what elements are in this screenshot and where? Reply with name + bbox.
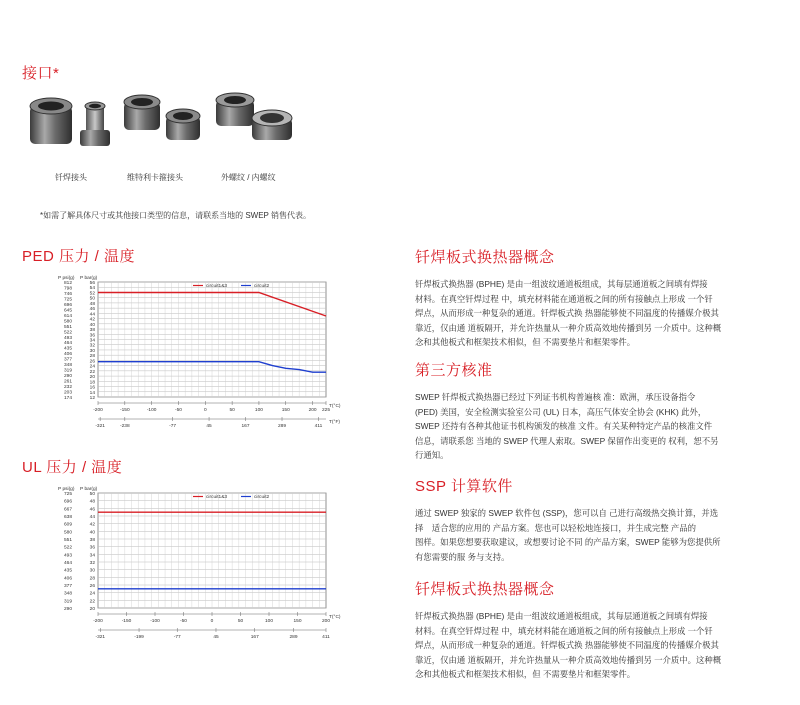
y-tick-psi: 493 <box>63 335 72 341</box>
y-tick-bar: 20 <box>89 607 95 612</box>
y-tick-psi: 725 <box>63 492 72 497</box>
x-tick-f: -321 <box>95 424 105 429</box>
x-tick-c: -50 <box>180 619 187 624</box>
y-tick-bar: 38 <box>89 328 95 334</box>
y-tick-psi: 435 <box>63 568 72 574</box>
x-label-f: T(°F) <box>329 420 340 425</box>
legend-label: circuit2 <box>254 284 270 289</box>
y-tick-psi: 377 <box>63 357 72 363</box>
x-tick-c: -150 <box>120 408 130 413</box>
text-line: 材料。在真空钎焊过程 中，填充材料能在通道板之间的所有接触点上形成 一个钎 <box>415 293 713 304</box>
y-tick-psi: 290 <box>63 374 72 380</box>
x-tick-c: 100 <box>264 619 274 624</box>
y-label-bar: P bar(g) <box>80 276 98 281</box>
legend-label: circuit2 <box>254 495 270 500</box>
x-tick-f: 45 <box>206 424 212 429</box>
x-tick-f: 45 <box>213 635 219 640</box>
text-line: 材料。在真空钎焊过程 中，填充材料能在通道板之间的所有接触点上形成 一个钎 <box>415 625 713 636</box>
section-ssp-software <box>415 475 790 564</box>
threaded-fitting-1 <box>216 93 254 126</box>
y-tick-psi: 464 <box>63 561 72 566</box>
caption-brazed: 钎焊接头 <box>55 173 87 182</box>
x-tick-f: -238 <box>120 424 130 429</box>
y-tick-bar: 24 <box>89 364 95 370</box>
y-tick-bar: 36 <box>89 333 95 339</box>
x-tick-f: -77 <box>169 424 177 429</box>
connection-fittings-illustration <box>20 92 320 162</box>
y-tick-bar: 48 <box>89 301 95 307</box>
y-tick-bar: 54 <box>89 286 95 292</box>
y-tick-psi: 377 <box>63 584 72 589</box>
text-line: SWEP 钎焊板式换热器已经过下列证书机构普遍核 准：欧洲，承压设备指令 <box>415 392 696 402</box>
text-line: 靠近，仅由通 道板隔开，并允许热量从一种介质高效地传播到另 一介质中。这种概 <box>415 322 722 333</box>
y-tick-bar: 44 <box>89 312 95 318</box>
y-label-psi: P psi(g) <box>58 276 75 281</box>
y-tick-bar: 32 <box>89 561 95 566</box>
y-tick-bar: 50 <box>89 492 95 497</box>
y-tick-psi: 645 <box>63 308 72 314</box>
y-tick-psi: 609 <box>63 522 72 528</box>
y-tick-psi: 348 <box>63 363 72 369</box>
y-tick-bar: 28 <box>89 354 95 360</box>
section-body <box>415 277 790 350</box>
connections-title: 接口* <box>22 65 60 82</box>
victaulic-fitting-1 <box>124 95 160 130</box>
victaulic-fitting-2 <box>166 109 200 140</box>
y-tick-bar: 42 <box>89 317 95 323</box>
y-tick-bar: 16 <box>89 385 95 391</box>
y-tick-bar: 42 <box>89 522 95 528</box>
section-body <box>415 390 790 463</box>
text-line: 通过 SWEP 独家的 SWEP 软件包 (SSP)，您可以自 己进行高级热交换计算，并选 <box>415 508 719 518</box>
section-body <box>415 609 790 682</box>
y-tick-bar: 34 <box>89 338 95 344</box>
text-line: SWEP 还持有各种其他证书机构颁发的核准 文件。有关某种特定产品的核准文件 <box>415 421 713 431</box>
x-tick-c: 200 <box>308 408 317 413</box>
text-line: 焊点，从而形成一种复杂的通道。钎焊板式换 热器能够使不同温度的传播媒介极其 <box>415 640 719 650</box>
y-tick-psi: 798 <box>63 286 72 292</box>
caption-victaulic: 维特利卡箍接头 <box>127 173 183 182</box>
y-tick-psi: 406 <box>63 576 72 582</box>
y-tick-psi: 580 <box>63 319 72 325</box>
section-title: 第三方核准 <box>415 362 493 379</box>
y-tick-psi: 464 <box>63 341 72 347</box>
x-tick-c: -50 <box>175 408 182 413</box>
section-third-party-approval <box>415 359 790 463</box>
section-title: SSP 计算软件 <box>415 478 513 495</box>
x-tick-c: 100 <box>254 408 263 413</box>
x-label-c: T(°C) <box>329 615 341 620</box>
y-tick-psi: 174 <box>63 396 72 401</box>
y-tick-psi: 435 <box>63 346 72 352</box>
x-tick-f: -77 <box>173 635 181 640</box>
y-tick-psi: 319 <box>63 368 72 374</box>
y-tick-bar: 32 <box>89 343 95 349</box>
y-tick-psi: 614 <box>63 313 72 319</box>
x-tick-f: 411 <box>322 635 330 640</box>
text-line: 钎焊板式换热器 (BPHE) 是由一组波纹通道板组成，其每层通道板之间填有焊接 <box>415 279 708 289</box>
x-tick-f: 167 <box>241 424 250 429</box>
ul-chart <box>40 483 350 643</box>
x-tick-c: 150 <box>281 408 290 413</box>
y-tick-psi: 638 <box>63 515 72 520</box>
x-tick-f: -321 <box>95 635 106 640</box>
y-label-psi: P psi(g) <box>58 487 75 492</box>
y-tick-bar: 48 <box>89 499 95 505</box>
y-tick-bar: 18 <box>89 380 95 386</box>
y-tick-psi: 667 <box>63 507 72 513</box>
y-tick-bar: 22 <box>89 369 95 375</box>
y-tick-psi: 522 <box>63 330 72 336</box>
text-line: 焊点，从而形成一种复杂的通道。钎焊板式换 热器能够使不同温度的传播媒介极其 <box>415 308 719 318</box>
text-line: (PED) 美国，安全检测实验室公司 (UL) 日本，高压气体安全协会 (KHK) 此外， <box>415 406 707 417</box>
y-tick-psi: 522 <box>63 545 72 551</box>
x-tick-c: -200 <box>93 619 103 624</box>
section-title: 钎焊板式换热器概念 <box>415 581 555 598</box>
y-tick-psi: 580 <box>63 530 72 536</box>
text-line: 钎焊板式换热器 (BPHE) 是由一组波纹通道板组成，其每层通道板之间填有焊接 <box>415 611 708 621</box>
y-tick-psi: 551 <box>63 324 72 330</box>
y-tick-psi: 812 <box>63 281 72 286</box>
y-tick-bar: 34 <box>89 553 95 559</box>
section-title: 钎焊板式换热器概念 <box>415 249 555 266</box>
brazed-fitting-small <box>80 102 110 146</box>
threaded-fitting-2 <box>252 110 292 140</box>
y-tick-bar: 40 <box>89 322 95 328</box>
section-bphe-concept-1 <box>415 246 790 350</box>
y-tick-bar: 56 <box>89 281 95 286</box>
text-line: 念和其他板式和框架技术相似，但 不需要垫片和框架零件。 <box>415 337 636 347</box>
legend-label: circuit1&3 <box>206 495 228 500</box>
x-tick-c: -100 <box>146 408 157 413</box>
text-line: 行通知。 <box>415 450 449 460</box>
x-tick-c: 200 <box>321 619 331 624</box>
text-line: 择 适合您的应用的 产品方案。您也可以轻松地连接口，并生成完整 产品的 <box>415 522 697 533</box>
y-tick-psi: 348 <box>63 591 72 597</box>
text-line: 图样。如果您想要获取建议，或想要讨论不同 的产品方案，SWEP 能够为您提供所 <box>415 537 721 547</box>
x-tick-f: 289 <box>289 635 298 640</box>
y-tick-bar: 40 <box>89 530 95 536</box>
caption-threaded: 外螺纹 / 内螺纹 <box>221 173 276 182</box>
x-tick-f: 167 <box>250 635 259 640</box>
y-tick-bar: 14 <box>89 390 95 396</box>
x-label-c: T(°C) <box>329 404 341 409</box>
y-tick-bar: 24 <box>89 591 95 597</box>
y-tick-bar: 12 <box>89 396 95 401</box>
y-tick-psi: 493 <box>63 553 72 559</box>
y-tick-bar: 46 <box>89 307 95 313</box>
y-tick-bar: 22 <box>89 599 95 605</box>
text-line: 靠近，仅由通 道板隔开，并允许热量从一种介质高效地传播到另 一介质中。这种概 <box>415 654 722 665</box>
y-tick-psi: 203 <box>63 390 72 396</box>
y-tick-bar: 52 <box>89 291 95 297</box>
x-tick-f: 289 <box>278 424 287 429</box>
connections-note: *如需了解具体尺寸或其他接口类型的信息，请联系当地的 SWEP 销售代表。 <box>40 211 311 220</box>
y-tick-bar: 38 <box>89 538 95 543</box>
ped-chart-title: PED 压力 / 温度 <box>22 248 136 265</box>
x-tick-c: 225 <box>321 408 331 413</box>
y-tick-bar: 26 <box>89 359 95 365</box>
x-tick-c: -200 <box>93 408 103 413</box>
text-line: 信息，请联系您 当地的 SWEP 代理人索取。SWEP 保留作出变更的 权利，恕不另 <box>415 435 719 446</box>
brazed-fitting-large <box>30 98 72 144</box>
x-tick-f: 411 <box>314 424 323 429</box>
y-tick-psi: 290 <box>63 607 72 612</box>
y-tick-psi: 261 <box>63 379 72 385</box>
y-tick-bar: 36 <box>89 545 95 551</box>
x-tick-c: 0 <box>203 408 207 413</box>
x-tick-c: -100 <box>150 619 160 624</box>
y-tick-psi: 406 <box>63 352 72 358</box>
y-tick-psi: 696 <box>63 499 72 505</box>
x-tick-c: 150 <box>293 619 302 624</box>
y-tick-psi: 232 <box>63 385 72 391</box>
y-tick-psi: 725 <box>63 297 72 303</box>
y-tick-psi: 319 <box>63 599 72 605</box>
y-tick-psi: 696 <box>63 302 72 308</box>
y-label-bar: P bar(g) <box>80 487 98 492</box>
section-bphe-concept-2 <box>415 578 790 682</box>
x-tick-c: 0 <box>210 619 214 624</box>
y-tick-bar: 50 <box>89 296 95 302</box>
y-tick-psi: 746 <box>63 291 72 297</box>
y-tick-psi: 551 <box>63 538 72 543</box>
y-tick-bar: 20 <box>89 375 95 381</box>
x-tick-c: 50 <box>237 619 244 624</box>
y-tick-bar: 44 <box>89 515 95 520</box>
legend-label: circuit1&3 <box>206 284 228 289</box>
x-tick-c: -150 <box>121 619 132 624</box>
y-tick-bar: 30 <box>89 348 95 354</box>
x-tick-c: 50 <box>229 408 235 413</box>
y-tick-bar: 46 <box>89 507 95 513</box>
section-body <box>415 506 790 564</box>
y-tick-bar: 26 <box>89 584 95 589</box>
ul-chart-title: UL 压力 / 温度 <box>22 459 123 476</box>
y-tick-bar: 30 <box>89 568 95 574</box>
ped-chart <box>40 272 350 432</box>
x-tick-f: -199 <box>134 635 144 640</box>
text-line: 念和其他板式和框架技术相似，但 不需要垫片和框架零件。 <box>415 669 636 679</box>
text-line: 有您需要的服 务与支持。 <box>415 551 510 562</box>
y-tick-bar: 28 <box>89 576 95 582</box>
